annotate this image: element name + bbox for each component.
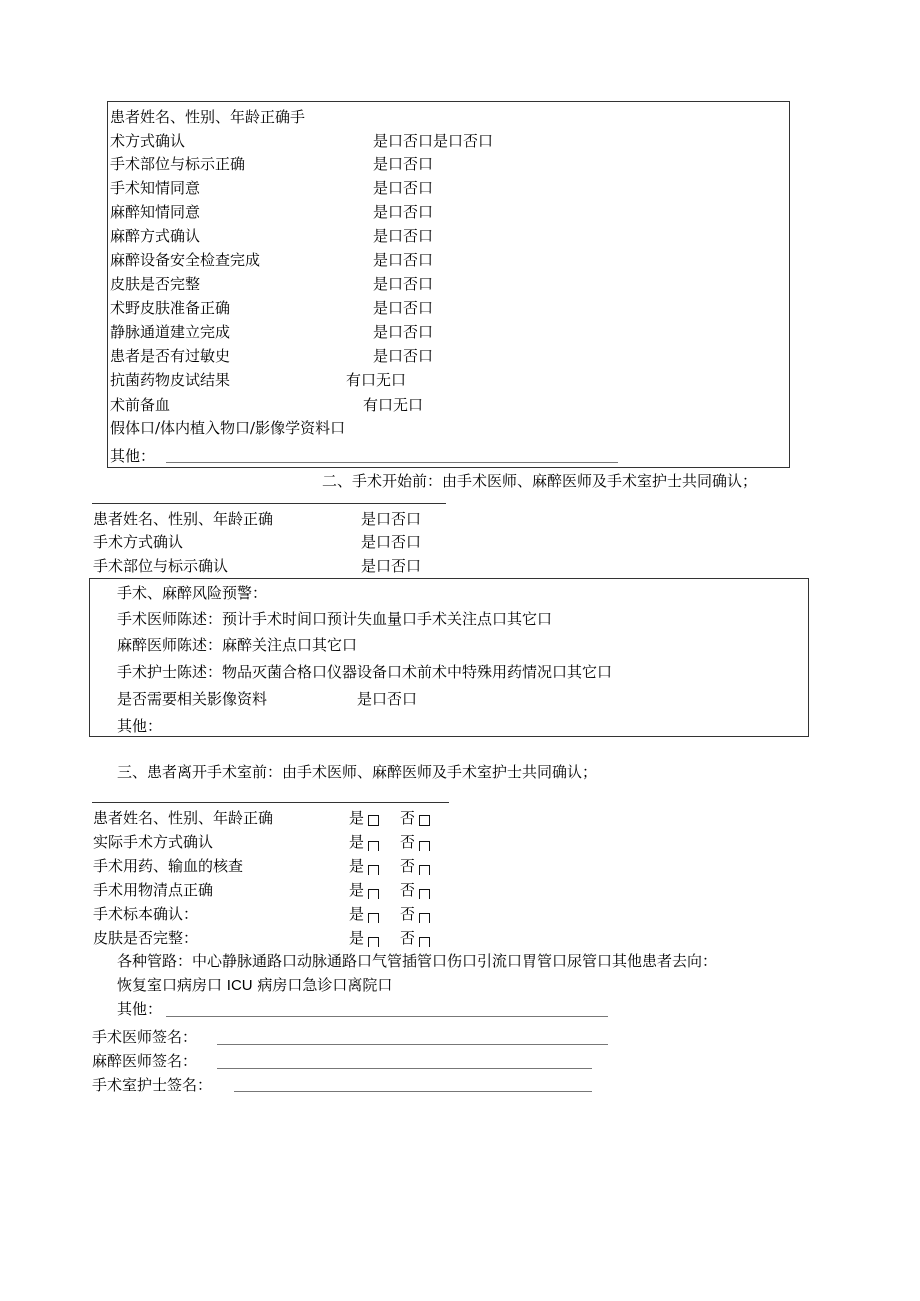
list-item bbox=[110, 296, 770, 320]
list-item bbox=[93, 854, 493, 878]
list-item bbox=[110, 344, 770, 368]
list-item bbox=[110, 105, 770, 129]
no-option[interactable] bbox=[400, 926, 430, 950]
anesthesiologist-signature-field[interactable] bbox=[217, 1068, 592, 1069]
list-item bbox=[93, 902, 493, 926]
item-label: 实际手术方式确认 bbox=[93, 833, 214, 851]
item-label: 患者姓名、性别、年龄正确 bbox=[93, 510, 274, 528]
item-value[interactable]: 是口否口是口否口 bbox=[373, 132, 494, 150]
no-label: 否 bbox=[400, 905, 416, 923]
list-item bbox=[110, 152, 770, 176]
no-option[interactable] bbox=[400, 830, 430, 854]
item-label: 患者姓名、性别、年龄正确手 bbox=[110, 108, 306, 126]
section3-other-input[interactable] bbox=[166, 1016, 608, 1017]
item-label: 手术用药、输血的核查 bbox=[93, 857, 244, 875]
item-value[interactable]: 是口否口 bbox=[373, 203, 434, 221]
item-label: 手术部位与标示正确 bbox=[110, 155, 246, 173]
yes-option[interactable] bbox=[349, 902, 379, 926]
item-value[interactable]: 有口无口 bbox=[363, 396, 424, 414]
item-label: 术野皮肤准备正确 bbox=[110, 299, 231, 317]
no-label: 否 bbox=[400, 929, 416, 947]
other-label: 其他： bbox=[110, 447, 156, 465]
no-option[interactable] bbox=[400, 806, 430, 830]
item-label: 患者姓名、性别、年龄正确 bbox=[93, 809, 274, 827]
surgeon-signature-label: 手术医师签名： bbox=[92, 1028, 198, 1046]
item-label: 手术方式确认 bbox=[93, 533, 184, 551]
item-label: 手术部位与标示确认 bbox=[93, 557, 229, 575]
no-label: 否 bbox=[400, 881, 416, 899]
list-item bbox=[93, 806, 493, 830]
item-value[interactable]: 是口否口 bbox=[373, 155, 434, 173]
section1-other bbox=[110, 444, 770, 468]
list-item bbox=[93, 554, 493, 578]
list-item bbox=[93, 530, 493, 554]
list-item bbox=[110, 200, 770, 224]
list-item bbox=[110, 248, 770, 272]
item-label: 皮肤是否完整 bbox=[110, 275, 201, 293]
yes-option[interactable] bbox=[349, 926, 379, 950]
item-value[interactable]: 是口否口 bbox=[361, 557, 422, 575]
item-value[interactable]: 是口否口 bbox=[373, 299, 434, 317]
destination-icu: ICU bbox=[226, 977, 253, 994]
list-item bbox=[110, 129, 770, 153]
anesthesiologist-signature-label: 麻醉医师签名： bbox=[92, 1052, 198, 1070]
item-label: 麻醉知情同意 bbox=[110, 203, 201, 221]
list-item bbox=[110, 320, 770, 344]
yes-label: 是 bbox=[349, 929, 365, 947]
yes-label: 是 bbox=[349, 881, 365, 899]
yes-option[interactable] bbox=[349, 878, 379, 902]
list-item bbox=[93, 878, 493, 902]
checkbox-icon[interactable] bbox=[419, 865, 430, 875]
checkbox-icon[interactable] bbox=[368, 889, 379, 899]
yes-label: 是 bbox=[349, 809, 365, 827]
checkbox-icon[interactable] bbox=[368, 841, 379, 851]
no-label: 否 bbox=[400, 833, 416, 851]
item-value[interactable]: 是口否口 bbox=[373, 227, 434, 245]
item-label[interactable]: 假体口/体内植入物口/影像学资料口 bbox=[110, 419, 346, 437]
risk-title: 手术、麻醉风险预警： bbox=[117, 584, 268, 602]
section3-heading: 三、患者离开手术室前：由手术医师、麻醉医师及手术室护士共同确认； bbox=[117, 763, 598, 781]
imaging-row bbox=[117, 687, 517, 711]
list-item bbox=[110, 176, 770, 200]
checkbox-icon[interactable] bbox=[368, 913, 379, 923]
checkbox-icon[interactable] bbox=[368, 815, 379, 826]
item-label: 术前备血 bbox=[110, 396, 171, 414]
item-value[interactable]: 是口否口 bbox=[373, 275, 434, 293]
item-label: 抗菌药物皮试结果 bbox=[110, 371, 231, 389]
list-item bbox=[93, 507, 493, 531]
checkbox-icon[interactable] bbox=[368, 937, 379, 947]
item-value[interactable]: 有口无口 bbox=[346, 371, 407, 389]
section2-heading: 二、手术开始前：由手术医师、麻醉医师及手术室护士共同确认； bbox=[322, 472, 758, 490]
item-label: 患者是否有过敏史 bbox=[110, 347, 231, 365]
item-label: 手术标本确认： bbox=[93, 905, 199, 923]
surgeon-signature-field[interactable] bbox=[217, 1044, 608, 1045]
destination-line[interactable] bbox=[117, 973, 392, 998]
section2-top-rule bbox=[92, 503, 446, 504]
yes-option[interactable] bbox=[349, 806, 379, 830]
list-item bbox=[110, 393, 770, 417]
list-item bbox=[110, 368, 770, 392]
item-label: 术方式确认 bbox=[110, 132, 186, 150]
checkbox-icon[interactable] bbox=[419, 913, 430, 923]
checkbox-icon[interactable] bbox=[419, 841, 430, 851]
section1-other-input[interactable] bbox=[166, 462, 618, 463]
list-item bbox=[93, 830, 493, 854]
checkbox-icon[interactable] bbox=[419, 815, 430, 826]
nurse-statement[interactable]: 手术护士陈述：物品灭菌合格口仪器设备口术前术中特殊用药情况口其它口 bbox=[117, 663, 613, 681]
imaging-label: 是否需要相关影像资料 bbox=[117, 690, 268, 708]
item-value[interactable]: 是口否口 bbox=[373, 251, 434, 269]
list-item bbox=[110, 224, 770, 248]
item-value[interactable]: 是口否口 bbox=[373, 323, 434, 341]
risk-other-label: 其他： bbox=[117, 717, 163, 735]
item-label: 麻醉设备安全检查完成 bbox=[110, 251, 261, 269]
checkbox-icon[interactable] bbox=[368, 865, 379, 875]
list-item bbox=[110, 272, 770, 296]
list-item bbox=[93, 926, 493, 950]
yes-label: 是 bbox=[349, 857, 365, 875]
yes-option[interactable] bbox=[349, 830, 379, 854]
item-value[interactable]: 是口否口 bbox=[361, 510, 422, 528]
no-label: 否 bbox=[400, 809, 416, 827]
yes-label: 是 bbox=[349, 833, 365, 851]
item-value[interactable]: 是口否口 bbox=[361, 533, 422, 551]
no-label: 否 bbox=[400, 857, 416, 875]
surgeon-statement[interactable]: 手术医师陈述：预计手术时间口预计失血量口手术关注点口其它口 bbox=[117, 610, 553, 628]
nurse-signature-label: 手术室护士签名： bbox=[92, 1076, 213, 1094]
checkbox-icon[interactable] bbox=[419, 937, 430, 947]
item-label: 皮肤是否完整： bbox=[93, 929, 199, 947]
tubes-line[interactable]: 各种管路：中心静脉通路口动脉通路口气管插管口伤口引流口胃管口尿管口其他患者去向： bbox=[117, 952, 718, 970]
section3-top-rule bbox=[92, 802, 449, 803]
anesthesiologist-statement[interactable]: 麻醉医师陈述：麻醉关注点口其它口 bbox=[117, 636, 358, 654]
no-option[interactable] bbox=[400, 854, 430, 878]
item-value[interactable]: 是口否口 bbox=[373, 347, 434, 365]
destination-prefix: 恢复室口病房口 bbox=[117, 976, 227, 994]
checkbox-icon[interactable] bbox=[419, 889, 430, 899]
imaging-value[interactable]: 是口否口 bbox=[357, 690, 418, 708]
yes-option[interactable] bbox=[349, 854, 379, 878]
section3-other-label: 其他： bbox=[117, 1000, 163, 1018]
item-label: 手术用物清点正确 bbox=[93, 881, 214, 899]
destination-suffix: 病房口急诊口离院口 bbox=[252, 976, 393, 994]
item-label: 静脉通道建立完成 bbox=[110, 323, 231, 341]
yes-label: 是 bbox=[349, 905, 365, 923]
item-label: 麻醉方式确认 bbox=[110, 227, 201, 245]
no-option[interactable] bbox=[400, 902, 430, 926]
nurse-signature-field[interactable] bbox=[234, 1091, 592, 1092]
item-label: 手术知情同意 bbox=[110, 179, 201, 197]
no-option[interactable] bbox=[400, 878, 430, 902]
list-item bbox=[110, 416, 770, 440]
item-value[interactable]: 是口否口 bbox=[373, 179, 434, 197]
